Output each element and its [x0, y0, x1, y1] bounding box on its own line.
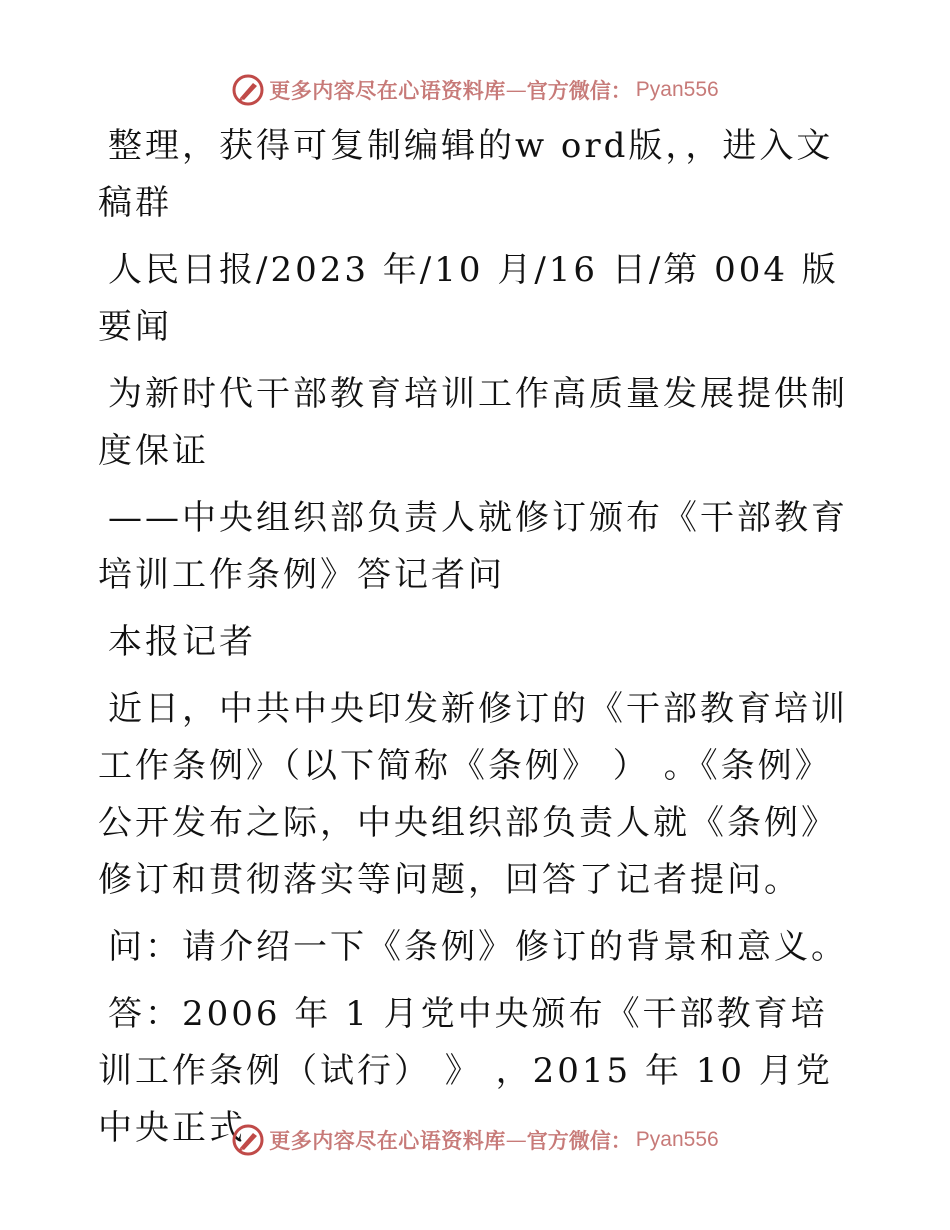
watermark-separator: —	[505, 1128, 527, 1152]
article-byline: 本报记者	[108, 622, 256, 662]
pen-seal-logo-icon	[231, 1123, 265, 1157]
paragraph-answer: 答：2006 年 1 月党中央颁布《干部教育培训工作条例（试行） 》 ，2015 年 10 月党中央正式	[98, 994, 833, 1148]
watermark-separator: —	[505, 78, 527, 102]
paragraph-lead: 近日，中共中央印发新修订的《干部教育培训工作条例》（以下简称《条例》 ） 。《条例》公开发布之际，中央组织部负责人就《条例》修订和贯彻落实等问题，回答了记者提问。	[98, 689, 848, 900]
paragraph-source-line: 人民日报/2023 年/10 月/16 日/第 004 版要闻	[98, 250, 839, 347]
paragraph-intro-note: 整理，获得可复制编辑的w ord版，，进入文稿群	[98, 126, 834, 223]
article-subtitle: ——中央组织部负责人就修订颁布《干部教育培训工作条例》答记者问	[98, 498, 848, 595]
pen-seal-logo-icon	[231, 73, 265, 107]
watermark-brand: 更多内容尽在心语资料库	[269, 1128, 506, 1153]
watermark-wechat-id: Pyan556	[635, 78, 719, 101]
watermark-wechat-id: Pyan556	[635, 1128, 719, 1151]
watermark-header	[0, 70, 950, 110]
watermark-wechat-label: 官方微信：	[526, 1128, 632, 1153]
article-title: 为新时代干部教育培训工作高质量发展提供制度保证	[98, 374, 848, 471]
watermark-footer	[0, 1120, 950, 1160]
document-body	[98, 118, 858, 1167]
watermark-wechat-label: 官方微信：	[526, 78, 632, 103]
paragraph-question: 问：请介绍一下《条例》修订的背景和意义。	[108, 927, 848, 967]
watermark-brand: 更多内容尽在心语资料库	[269, 78, 506, 103]
